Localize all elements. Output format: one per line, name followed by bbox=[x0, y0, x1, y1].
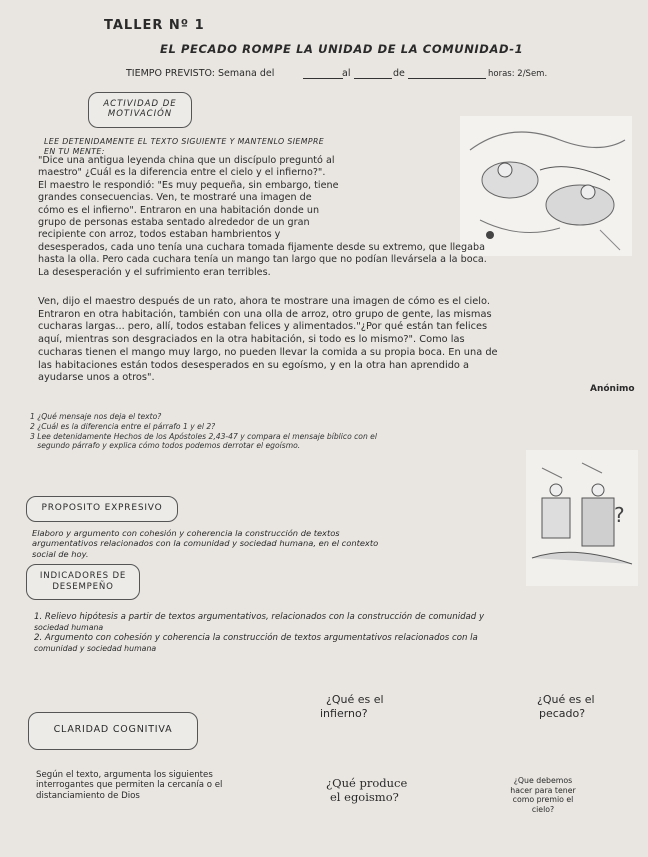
hours-label: horas: 2/Sem. bbox=[488, 69, 548, 79]
story-line: cómo es el infierno". Entraron en una habitación donde un bbox=[38, 204, 320, 216]
question-selfishness-line1: ¿Qué produce bbox=[326, 776, 408, 790]
purpose-label: PROPOSITO EXPRESIVO bbox=[41, 503, 163, 513]
activity-instruction bbox=[44, 137, 324, 157]
story-line: Entraron en otra habitación, también con una olla de arroz, otro grupo de gente, las mismas bbox=[38, 308, 492, 320]
question-selfishness-line2: el egoismo? bbox=[330, 790, 399, 804]
story-line: las habitaciones están todos desesperados en su egoísmo, y en la otra han aprendido a bbox=[38, 359, 470, 371]
story-line: aquí, mientras son desgraciados en la otra habitación, si todo es lo mismo?". Como las bbox=[38, 334, 465, 346]
worksheet-subtitle: EL PECADO ROMPE LA UNIDAD DE LA COMUNIDAD-1 bbox=[160, 42, 524, 56]
activity-label-line2: MOTIVACIÓN bbox=[107, 109, 173, 119]
de-label: de bbox=[393, 68, 405, 79]
svg-text:?: ? bbox=[614, 503, 625, 527]
question-heaven-line1: ¿Que debemos bbox=[513, 776, 573, 785]
angels-illustration bbox=[450, 110, 640, 260]
story-paragraph-2 bbox=[38, 296, 628, 385]
time-label: TIEMPO PREVISTO: Semana del bbox=[126, 68, 275, 79]
purpose-line: Elaboro y argumento con cohesión y coherencia la construcción de textos bbox=[32, 528, 340, 538]
question-item: 1 ¿Qué mensaje nos deja el texto? bbox=[30, 412, 162, 421]
question-selfishness bbox=[326, 776, 407, 804]
indicators-label-line2: DESEMPEÑO bbox=[52, 582, 114, 592]
question-heaven-line4: cielo? bbox=[531, 804, 555, 814]
story-paragraph-1-bottom bbox=[38, 242, 628, 279]
story-paragraph-1-top bbox=[38, 155, 456, 242]
story-line: recipiente con arroz, todos estaban hambrientos y bbox=[38, 229, 281, 241]
argue-line2: interrogantes que permiten la cercanía o el bbox=[36, 780, 223, 791]
clarity-label-box bbox=[28, 712, 198, 750]
indicator-item-2: 2. Argumento con cohesión y coherencia la construcción de textos argumentativos relacionados con la bbox=[34, 633, 478, 644]
question-hell-line2: infierno? bbox=[320, 707, 368, 720]
question-hell bbox=[320, 693, 384, 721]
story-line: ayudarse unos a otros". bbox=[38, 372, 155, 384]
story-line: grupo de personas estaba sentado alrededor de un gran bbox=[38, 217, 310, 229]
question-heaven-line3: como premio el bbox=[512, 795, 574, 805]
story-line: El maestro le respondió: "Es muy pequeña, sin embargo, tiene bbox=[38, 179, 339, 191]
argue-instruction bbox=[36, 770, 222, 801]
question-item: 3 Lee detenidamente Hechos de los Apóstoles 2,43-47 y compara el mensaje bíblico con el bbox=[30, 431, 377, 441]
purpose-label-box bbox=[26, 496, 178, 522]
question-sin bbox=[537, 693, 595, 721]
argue-line1: Según el texto, argumenta los siguientes bbox=[36, 770, 213, 780]
purpose-line: argumentativos relacionados con la comunidad y sociedad humana, en el contexto bbox=[32, 538, 379, 549]
story-author: Anónimo bbox=[590, 384, 635, 394]
activity-label-line1: ACTIVIDAD DE bbox=[103, 99, 177, 109]
story-line: cucharas tienen el mango muy largo, no pueden llevar la comida a su propia boca. En una de bbox=[38, 346, 498, 358]
instruction-line1: LEE DETENIDAMENTE EL TEXTO SIGUIENTE Y MANTENLO SIEMPRE bbox=[44, 137, 325, 146]
story-line: hasta la olla. Pero cada cuchara tenía un mango tan largo que no podían llevársela a la boca. bbox=[38, 254, 487, 266]
indicator-item-1-cont: sociedad humana bbox=[34, 622, 104, 632]
indicators-label-line1: INDICADORES DE bbox=[39, 571, 127, 581]
indicator-item-1: 1. Relievo hipótesis a partir de textos argumentativos, relacionados con la construcción de comunidad y bbox=[34, 612, 485, 622]
question-sin-line1: ¿Qué es el bbox=[537, 693, 595, 706]
indicators-list bbox=[34, 612, 634, 654]
question-item: 2 ¿Cuál es la diferencia entre el párrafo 1 y el 2? bbox=[30, 421, 216, 431]
story-line: maestro" ¿Cuál es la diferencia entre el cielo y el infierno?". bbox=[38, 167, 326, 179]
story-line: Ven, dijo el maestro después de un rato, ahora te mostrare una imagen de cómo es el cielo. bbox=[38, 296, 490, 307]
story-line: desesperados, cada uno tenía una cuchara tomada fijamente desde su extremo, que llegaba bbox=[38, 242, 485, 253]
cartoon-illustration bbox=[522, 448, 642, 588]
indicator-item-2-cont: comunidad y sociedad humana bbox=[34, 643, 157, 653]
question-heaven-reward bbox=[480, 776, 606, 814]
argue-line3: distanciamiento de Dios bbox=[36, 790, 140, 801]
question-hell-line1: ¿Qué es el bbox=[326, 693, 384, 706]
story-line: cucharas largas... pero, allí, todos estaban felices y alimentados."¿Por qué están tan felices bbox=[38, 321, 488, 333]
indicators-label-box bbox=[26, 564, 140, 600]
question-sin-line2: pecado? bbox=[539, 707, 586, 720]
question-list bbox=[30, 412, 590, 451]
story-line: "Dice una antigua leyenda china que un discípulo preguntó al bbox=[38, 155, 335, 166]
blank-month[interactable] bbox=[408, 78, 486, 79]
blank-week-end[interactable] bbox=[354, 78, 392, 79]
blank-week-start[interactable] bbox=[303, 78, 343, 79]
question-item: segundo párrafo y explica cómo todos podemos derrotar el egoísmo. bbox=[30, 441, 301, 451]
story-line: grandes consecuencias. Ven, te mostraré una imagen de bbox=[38, 192, 312, 204]
instruction-line2: EN TU MENTE: bbox=[44, 147, 105, 156]
clarity-label: CLARIDAD COGNITIVA bbox=[53, 724, 173, 735]
time-line bbox=[126, 68, 566, 82]
al-label: al bbox=[342, 68, 351, 79]
activity-label-box bbox=[88, 92, 192, 128]
purpose-line: social de hoy. bbox=[32, 548, 89, 559]
purpose-text bbox=[32, 528, 522, 559]
worksheet-title: TALLER Nº 1 bbox=[104, 18, 205, 33]
question-heaven-line2: hacer para tener bbox=[510, 785, 576, 795]
story-line: La desesperación y el sufrimiento eran terribles. bbox=[38, 266, 271, 278]
